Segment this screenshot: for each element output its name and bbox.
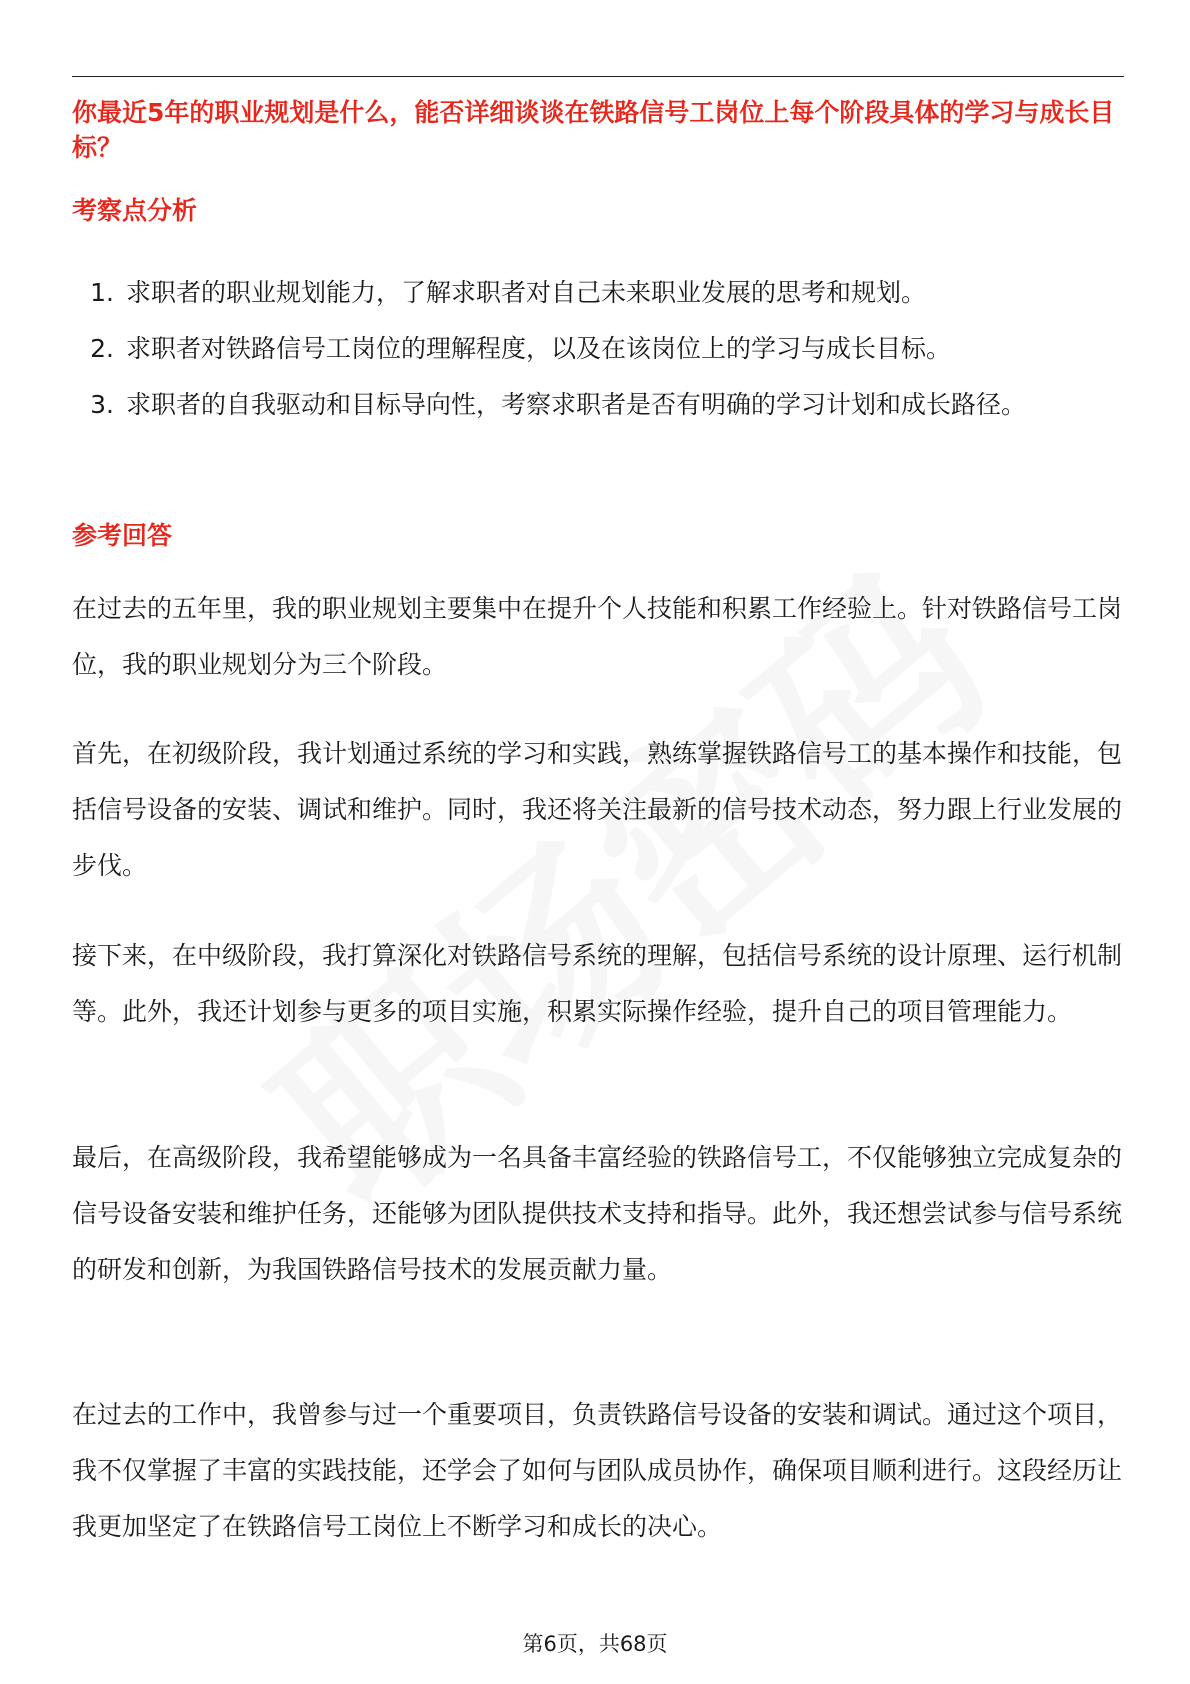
answer-paragraph-intro: 在过去的五年里，我的职业规划主要集中在提升个人技能和积累工作经验上。针对铁路信号工岗位，我的职业规划分为三个阶段。 — [72, 594, 1123, 679]
page-number: 第6页，共68页 — [522, 1632, 668, 1656]
list-item — [72, 377, 1124, 433]
list-item-text: 求职者的职业规划能力，了解求职者对自己未来职业发展的思考和规划。 — [126, 278, 927, 307]
list-item-number: 2. — [90, 334, 114, 363]
interview-question: 你最近5年的职业规划是什么，能否详细谈谈在铁路信号工岗位上每个阶段具体的学习与成长目标？ — [72, 98, 1115, 162]
analysis-points-list — [72, 265, 1124, 433]
list-item — [72, 321, 1124, 377]
answer-paragraph-junior-stage: 首先，在初级阶段，我计划通过系统的学习和实践，熟练掌握铁路信号工的基本操作和技能，包括信号设备的安装、调试和维护。同时，我还将关注最新的信号技术动态，努力跟上行业发展的步伐。 — [72, 739, 1123, 880]
answer-paragraph-senior-stage: 最后，在高级阶段，我希望能够成为一名具备丰富经验的铁路信号工，不仅能够独立完成复杂的信号设备安装和维护任务，还能够为团队提供技术支持和指导。此外，我还想尝试参与信号系统的研发和创新，为我国铁路信号技术的发展贡献力量。 — [72, 1143, 1123, 1284]
answer-paragraph-experience: 在过去的工作中，我曾参与过一个重要项目，负责铁路信号设备的安装和调试。通过这个项目，我不仅掌握了丰富的实践技能，还学会了如何与团队成员协作，确保项目顺利进行。这段经历让我更加坚定了在铁路信号工岗位上不断学习和成长的决心。 — [72, 1400, 1123, 1541]
answer-heading: 参考回答 — [72, 521, 173, 550]
analysis-heading: 考察点分析 — [72, 196, 198, 225]
list-item — [72, 265, 1124, 321]
answer-paragraph-intermediate-stage: 接下来，在中级阶段，我打算深化对铁路信号系统的理解，包括信号系统的设计原理、运行机制等。此外，我还计划参与更多的项目实施，积累实际操作经验，提升自己的项目管理能力。 — [72, 941, 1123, 1026]
list-item-number: 3. — [90, 390, 114, 419]
list-item-number: 1. — [90, 278, 114, 307]
top-divider — [72, 76, 1124, 77]
list-item-text: 求职者对铁路信号工岗位的理解程度，以及在该岗位上的学习与成长目标。 — [126, 334, 952, 363]
list-item-text: 求职者的自我驱动和目标导向性，考察求职者是否有明确的学习计划和成长路径。 — [126, 390, 1027, 419]
